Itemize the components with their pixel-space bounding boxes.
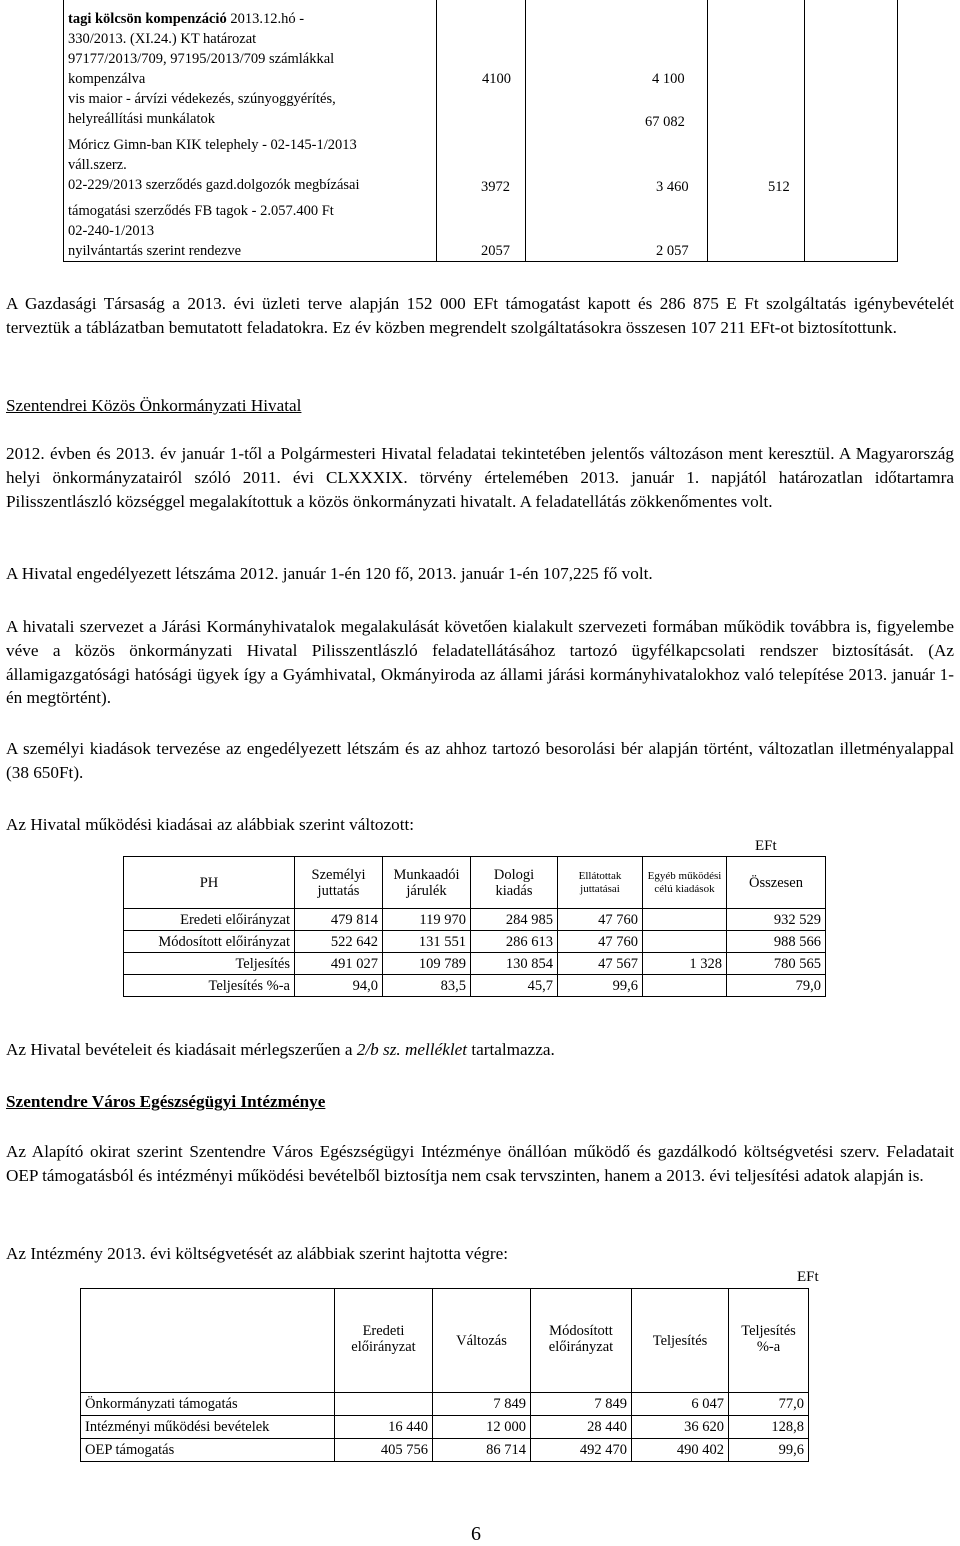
- page-number: 6: [471, 1523, 481, 1545]
- top-table-value: 3 460: [656, 179, 689, 195]
- hivatal-paragraph-2: A Hivatal engedélyezett létszáma 2012. január 1-én 120 fő, 2013. január 1-én 107,225 fő volt.: [6, 564, 653, 583]
- table-header: Ellátottak juttatásai: [558, 857, 643, 909]
- table-row: [124, 975, 826, 997]
- table-cell: Önkormányzati támogatás: [81, 1393, 335, 1416]
- table-cell: 131 551: [383, 931, 471, 953]
- table-cell: 6 047: [632, 1393, 729, 1416]
- table-cell: 119 970: [383, 909, 471, 931]
- table-cell: Módosított előirányzat: [124, 931, 295, 953]
- hivatal-paragraph-4: A személyi kiadások tervezése az engedélyezett létszám és az ahhoz tartozó besorolási bér alapján történt, változatlan illetményalappal (38 650Ft).: [6, 739, 954, 782]
- table-cell: 130 854: [471, 953, 558, 975]
- table-cell: 77,0: [729, 1393, 809, 1416]
- hivatal-table-unit: EFt: [755, 838, 777, 854]
- hivatal-paragraph-5: Az Hivatal működési kiadásai az alábbiak szerint változott:: [6, 815, 415, 834]
- table-cell: Teljesítés: [124, 953, 295, 975]
- table-row: [81, 1416, 809, 1439]
- intezmeny-budget-table: [80, 1288, 809, 1462]
- table-header: Teljesítés: [632, 1289, 729, 1393]
- egeszsegugyi-paragraph-1: Az Alapító okirat szerint Szentendre Város Egészségügyi Intézménye önállóan működő és gazdálkodó költségvetési szerv. Feladatait OEP támogatásból és intézményi működési bevételből biztosítja nem csak tervszinten, hanem a 2013. évi teljesítési adatok alapján is.: [6, 1142, 954, 1185]
- table-cell: Eredeti előirányzat: [124, 909, 295, 931]
- table-cell: Teljesítés %-a: [124, 975, 295, 997]
- table-cell: 490 402: [632, 1439, 729, 1462]
- table-cell: 109 789: [383, 953, 471, 975]
- table-cell: 47 760: [558, 909, 643, 931]
- table-cell: 86 714: [433, 1439, 531, 1462]
- table-row: [124, 909, 826, 931]
- top-table-value: 3972: [481, 179, 510, 195]
- table-cell: 28 440: [531, 1416, 632, 1439]
- top-table-line: kompenzálva: [68, 71, 146, 87]
- table-cell: [643, 931, 727, 953]
- table-cell: 99,6: [558, 975, 643, 997]
- table-cell: 932 529: [727, 909, 826, 931]
- table-header: Változás: [433, 1289, 531, 1393]
- table-cell: 47 760: [558, 931, 643, 953]
- hivatal-expenditure-table: [123, 856, 826, 997]
- table-cell: 405 756: [335, 1439, 433, 1462]
- top-table-line: 02-240-1/2013: [68, 223, 155, 239]
- top-table-line: Móricz Gimn-ban KIK telephely - 02-145-1/2013: [68, 137, 357, 153]
- table-cell: 47 567: [558, 953, 643, 975]
- table-header: Személyi juttatás: [295, 857, 383, 909]
- table-row: [124, 953, 826, 975]
- table-cell: 16 440: [335, 1416, 433, 1439]
- table-header: Egyéb működési célú kiadások: [643, 857, 727, 909]
- table-header: Módosított előirányzat: [531, 1289, 632, 1393]
- hivatal-paragraph-6: Az Hivatal bevételeit és kiadásait mérlegszerűen a 2/b sz. melléklet tartalmazza.: [6, 1040, 555, 1059]
- top-table-line: támogatási szerződés FB tagok - 2.057.400 Ft: [68, 203, 334, 219]
- table-row: [81, 1393, 809, 1416]
- table-cell: 522 642: [295, 931, 383, 953]
- table-cell: 45,7: [471, 975, 558, 997]
- table-header: Dologi kiadás: [471, 857, 558, 909]
- top-table-line: vis maior - árvízi védekezés, szúnyoggyérítés,: [68, 91, 336, 107]
- table-cell: 99,6: [729, 1439, 809, 1462]
- hivatal-paragraph-3: A hivatali szervezet a Járási Kormányhivatalok megalakulását követően kialakult szervezeti formában működik továbbra is, figyelembe véve a közös önkormányzati Hivatal Pilisszentlászló feladatellátásához tartozó ügyfélkapcsolati rendszer biztosítását. (Az államigazgatósági hatósági ügyek így a Gyámhivatal, Okmányiroda az állami járási kormányhivatalokhoz való telepítése 2013. január 1-én megtörtént).: [6, 617, 954, 708]
- table-cell: 492 470: [531, 1439, 632, 1462]
- table-cell: [643, 909, 727, 931]
- table-cell: 7 849: [433, 1393, 531, 1416]
- annex-reference: 2/b sz. melléklet: [356, 1040, 468, 1059]
- egeszsegugyi-heading: Szentendre Város Egészségügyi Intézménye: [6, 1092, 326, 1111]
- table-cell: 491 027: [295, 953, 383, 975]
- table-cell: OEP támogatás: [81, 1439, 335, 1462]
- budget-continuation-table: [63, 0, 897, 262]
- table-cell: Intézményi működési bevételek: [81, 1416, 335, 1439]
- table-header: PH: [124, 857, 295, 909]
- intezmeny-table-unit: EFt: [797, 1269, 819, 1285]
- hivatal-paragraph-1: 2012. évben és 2013. év január 1-től a Polgármesteri Hivatal feladatai tekintetében jelentős változáson ment keresztül. A Magyarország helyi önkormányzatairól szóló 2011. évi CLXXXIX. törvény értelemében 2013. január 1. napjától határozatlan időtartamra Pilisszentlászló községgel megalakítottuk a közös önkormányzati hivatalt. A feladatellátás zökkenőmentes volt.: [6, 444, 954, 511]
- table-header: Eredeti előirányzat: [335, 1289, 433, 1393]
- top-table-value: 2 057: [656, 243, 689, 259]
- table-header: Munkaadói járulék: [383, 857, 471, 909]
- table-header: [81, 1289, 335, 1393]
- table-cell: 128,8: [729, 1416, 809, 1439]
- top-table-value: 512: [768, 179, 790, 195]
- table-cell: 12 000: [433, 1416, 531, 1439]
- hivatal-heading: Szentendrei Közös Önkormányzati Hivatal: [6, 396, 302, 415]
- top-table-value: 4 100: [652, 71, 685, 87]
- table-header-row: [81, 1289, 809, 1393]
- top-table-value: 4100: [482, 71, 511, 87]
- top-table-line: tagi kölcsön kompenzáció 2013.12.hó -: [68, 11, 305, 27]
- table-cell: 780 565: [727, 953, 826, 975]
- table-cell: 1 328: [643, 953, 727, 975]
- top-table-line: 330/2013. (XI.24.) KT határozat: [68, 31, 257, 47]
- table-row: [124, 931, 826, 953]
- gazdasagi-tarsasag-paragraph: A Gazdasági Társaság a 2013. évi üzleti terve alapján 152 000 EFt támogatást kapott és 286 875 E Ft szolgáltatás igénybevételét terveztük a táblázatban bemutatott feladatokra. Ez év közben megrendelt szolgáltatásokra összesen 107 211 EFt-ot biztosítottunk.: [6, 294, 954, 337]
- top-table-line: nyilvántartás szerint rendezve: [68, 243, 242, 259]
- table-cell: 284 985: [471, 909, 558, 931]
- top-table-line: 97177/2013/709, 97195/2013/709 számlákkal: [68, 51, 335, 67]
- table-cell: [643, 975, 727, 997]
- top-table-value: 67 082: [645, 114, 685, 130]
- top-table-line: helyreállítási munkálatok: [68, 111, 215, 127]
- top-table-line: 02-229/2013 szerződés gazd.dolgozók megbízásai: [68, 177, 360, 193]
- table-row: [81, 1439, 809, 1462]
- egeszsegugyi-paragraph-2: Az Intézmény 2013. évi költségvetését az alábbiak szerint hajtotta végre:: [6, 1244, 509, 1263]
- table-cell: 94,0: [295, 975, 383, 997]
- table-cell: 286 613: [471, 931, 558, 953]
- table-cell: 988 566: [727, 931, 826, 953]
- table-cell: 7 849: [531, 1393, 632, 1416]
- table-header-row: [124, 857, 826, 909]
- table-cell: 79,0: [727, 975, 826, 997]
- table-cell: 83,5: [383, 975, 471, 997]
- top-table-value: 2057: [481, 243, 510, 259]
- table-cell: 479 814: [295, 909, 383, 931]
- table-cell: 36 620: [632, 1416, 729, 1439]
- table-header: Teljesítés %-a: [729, 1289, 809, 1393]
- table-header: Összesen: [727, 857, 826, 909]
- table-cell: [335, 1393, 433, 1416]
- top-table-line: váll.szerz.: [68, 157, 127, 173]
